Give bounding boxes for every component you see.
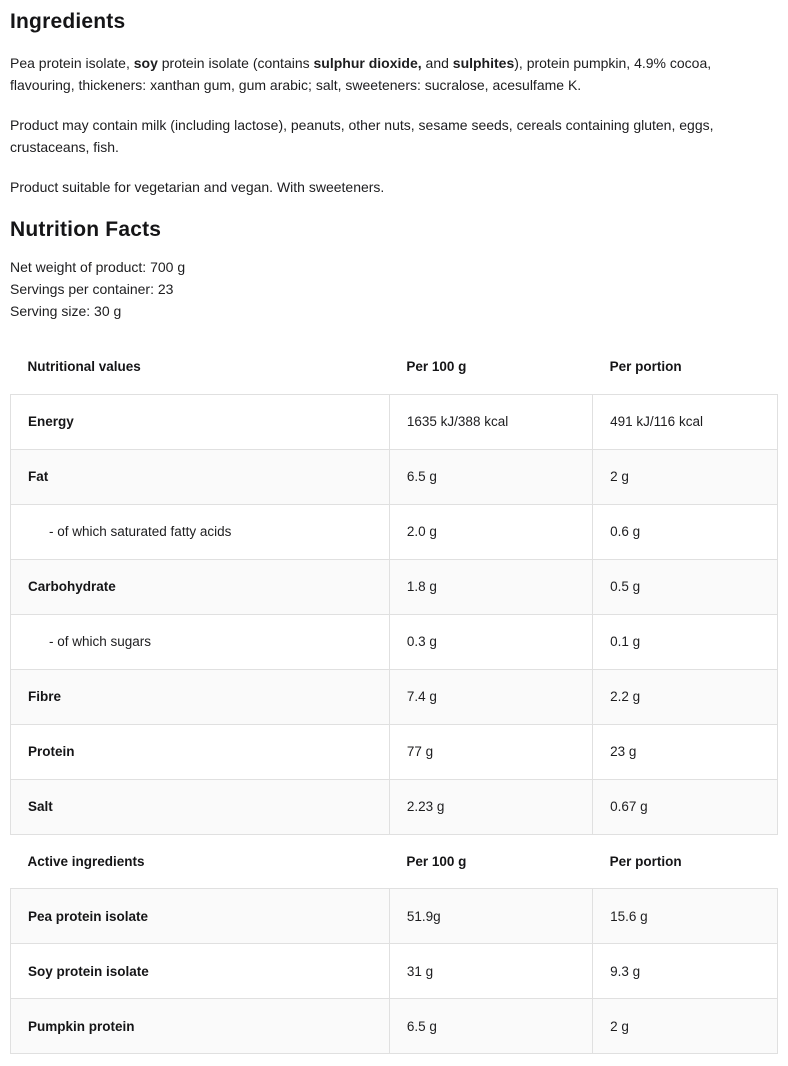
row-value-per-100g: 51.9g — [389, 889, 592, 944]
nutrition-values-table — [10, 340, 778, 835]
column-header-active-ingredients: Active ingredients — [11, 835, 390, 889]
ingredients-text — [10, 52, 778, 96]
row-value-per-portion: 0.5 g — [593, 559, 778, 614]
row-value-per-100g: 6.5 g — [389, 449, 592, 504]
row-value-per-100g: 2.0 g — [389, 504, 592, 559]
row-label: Fat — [11, 449, 390, 504]
nutrition-table-body — [11, 394, 778, 834]
row-value-per-portion: 0.1 g — [593, 614, 778, 669]
table-row — [11, 779, 778, 834]
row-label: Carbohydrate — [11, 559, 390, 614]
row-label: Salt — [11, 779, 390, 834]
table-row — [11, 944, 778, 999]
table-row — [11, 669, 778, 724]
ingredients-segment: ), protein pumpkin, 4.9% cocoa, flavouring, thickeners: xanthan gum, gum arabic; salt, sweeteners: sucralose, acesulfame K. — [10, 55, 712, 93]
row-value-per-100g: 1.8 g — [389, 559, 592, 614]
row-value-per-portion: 9.3 g — [593, 944, 778, 999]
table-row — [11, 889, 778, 944]
ingredients-title: Ingredients — [10, 10, 126, 33]
ingredients-segment-bold: sulphur dioxide, — [313, 55, 422, 71]
serving-size-line: Serving size: 30 g — [10, 303, 122, 319]
row-value-per-100g: 1635 kJ/388 kcal — [389, 394, 592, 449]
table-row — [11, 449, 778, 504]
row-value-per-100g: 2.23 g — [389, 779, 592, 834]
table-row — [11, 999, 778, 1054]
column-header-per-portion: Per portion — [593, 340, 778, 394]
row-value-per-100g: 6.5 g — [389, 999, 592, 1054]
row-value-per-portion: 2 g — [593, 449, 778, 504]
table-header-row — [11, 340, 778, 394]
row-value-per-100g: 7.4 g — [389, 669, 592, 724]
row-value-per-100g: 77 g — [389, 724, 592, 779]
ingredients-segment-bold: soy — [133, 55, 158, 71]
table-header-row — [11, 835, 778, 889]
row-label: - of which saturated fatty acids — [11, 504, 390, 559]
row-value-per-portion: 15.6 g — [593, 889, 778, 944]
row-value-per-portion: 2 g — [593, 999, 778, 1054]
column-header-per-100g: Per 100 g — [389, 340, 592, 394]
ingredients-segment: Pea protein isolate, — [10, 55, 134, 71]
row-value-per-portion: 0.67 g — [593, 779, 778, 834]
allergen-warning-text: Product may contain milk (including lactose), peanuts, other nuts, sesame seeds, cereals containing gluten, eggs, crustaceans, fish. — [10, 117, 714, 155]
active-table-body — [11, 889, 778, 1054]
table-row — [11, 724, 778, 779]
row-label: Pea protein isolate — [11, 889, 390, 944]
nutrition-table-header — [11, 340, 778, 394]
servings-per-container-line: Servings per container: 23 — [10, 281, 174, 297]
active-table-header — [11, 835, 778, 889]
row-value-per-portion: 2.2 g — [593, 669, 778, 724]
row-value-per-portion: 491 kJ/116 kcal — [593, 394, 778, 449]
active-ingredients-table — [10, 835, 778, 1055]
row-label: - of which sugars — [11, 614, 390, 669]
row-value-per-100g: 0.3 g — [389, 614, 592, 669]
table-row — [11, 559, 778, 614]
table-row — [11, 394, 778, 449]
row-value-per-portion: 0.6 g — [593, 504, 778, 559]
row-label: Energy — [11, 394, 390, 449]
row-label: Soy protein isolate — [11, 944, 390, 999]
row-label: Fibre — [11, 669, 390, 724]
ingredients-segment: and — [421, 55, 453, 71]
serving-info-block — [10, 256, 778, 322]
column-header-per-portion: Per portion — [593, 835, 778, 889]
table-row — [11, 504, 778, 559]
row-value-per-portion: 23 g — [593, 724, 778, 779]
table-row — [11, 614, 778, 669]
nutrition-facts-title: Nutrition Facts — [10, 218, 162, 241]
ingredients-segment: protein isolate (contains — [157, 55, 314, 71]
row-label: Protein — [11, 724, 390, 779]
net-weight-line: Net weight of product: 700 g — [10, 259, 186, 275]
row-label: Pumpkin protein — [11, 999, 390, 1054]
column-header-per-100g: Per 100 g — [389, 835, 592, 889]
ingredients-segment-bold: sulphites — [452, 55, 515, 71]
suitability-text: Product suitable for vegetarian and vegan. With sweeteners. — [10, 179, 385, 195]
row-value-per-100g: 31 g — [389, 944, 592, 999]
column-header-nutritional-values: Nutritional values — [11, 340, 390, 394]
